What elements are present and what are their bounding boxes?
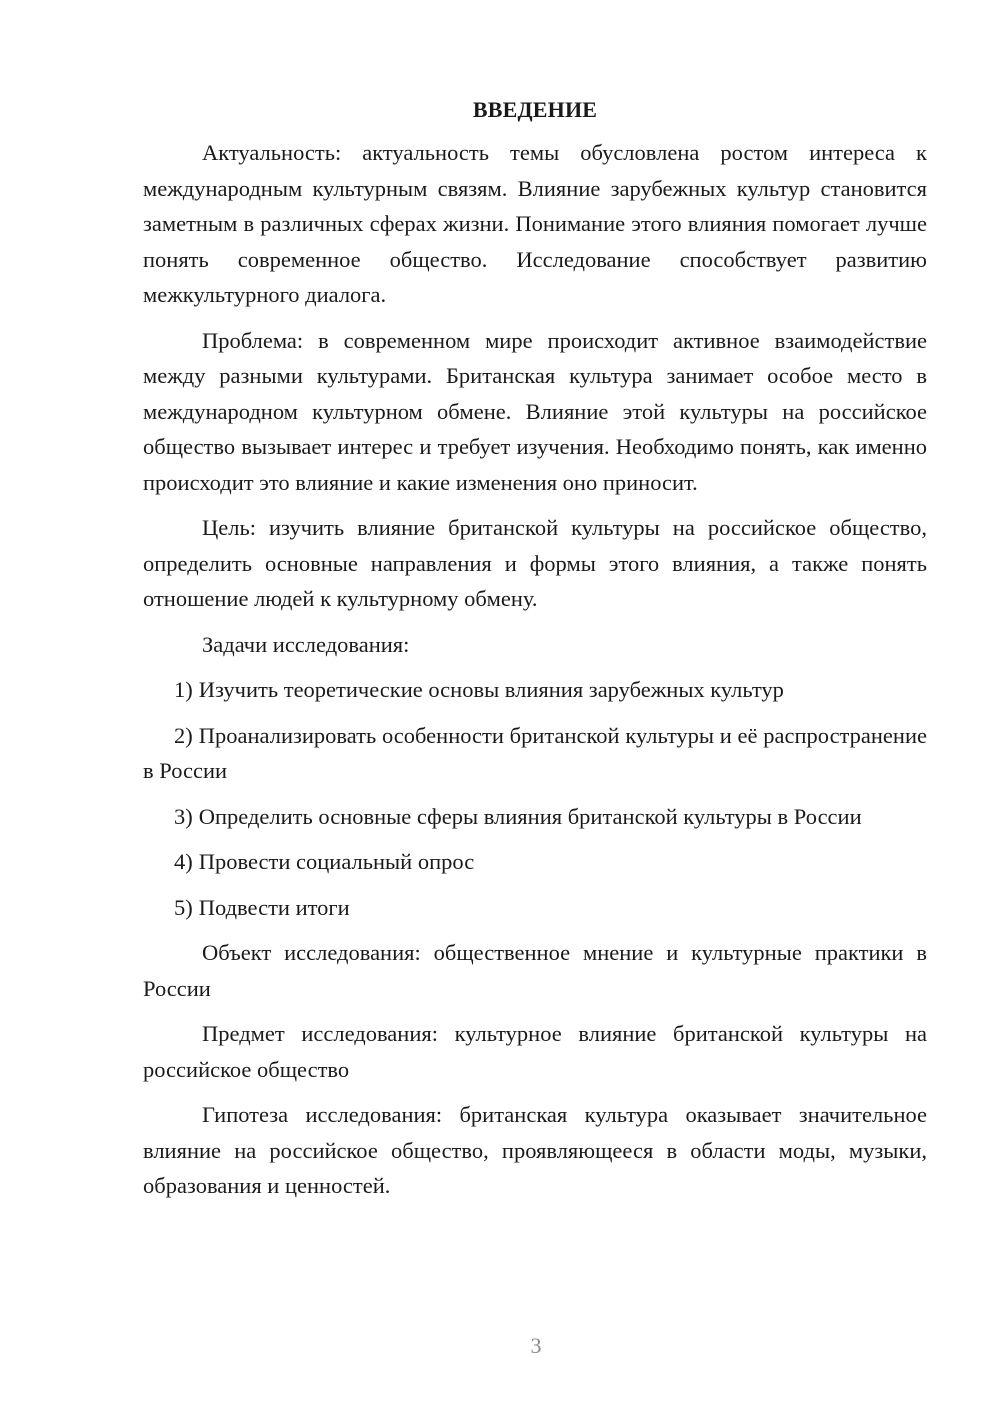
task-item-2 <box>143 718 927 789</box>
task-number: 5) <box>174 894 193 920</box>
task-item-1 <box>143 672 927 708</box>
task-item-4 <box>143 844 927 880</box>
hypothesis-paragraph: Гипотеза исследования: британская культура оказывает значительное влияние на российское общество, проявляющееся в области моды, музыки, образования и ценностей. <box>143 1102 927 1198</box>
tasks-intro: Задачи исследования: <box>202 631 410 657</box>
object-paragraph: Объект исследования: общественное мнение и культурные практики в России <box>143 940 927 1001</box>
task-number: 4) <box>174 849 193 874</box>
subject-paragraph: Предмет исследования: культурное влияние британской культуры на российское общество <box>143 1021 927 1082</box>
task-text: Провести социальный опрос <box>198 849 475 874</box>
task-text: Определить основные сферы влияния британской культуры в России <box>198 803 862 829</box>
task-number: 1) <box>174 677 193 702</box>
task-text: Изучить теоретические основы влияния зарубежных культур <box>198 677 784 702</box>
task-number: 2) <box>174 722 193 748</box>
section-heading: ВВЕДЕНИЕ <box>472 97 598 122</box>
relevance-paragraph: Актуальность: актуальность темы обусловлена ростом интереса к международным культурным связям. Влияние зарубежных культур становится заметным в различных сферах жизни. Понимание этого влияния помогает лучше понять современное общество. Исследование способствует развитию межкультурного диалога. <box>143 140 927 307</box>
page-content <box>143 95 927 1214</box>
page-number: 3 <box>530 1333 542 1358</box>
task-item-5 <box>143 890 927 926</box>
task-text: Подвести итоги <box>198 894 350 920</box>
goal-paragraph: Цель: изучить влияние британской культуры на российское общество, определить основные направления и формы этого влияния, а также понять отношение людей к культурному обмену. <box>143 515 927 611</box>
problem-paragraph: Проблема: в современном мире происходит активное взаимодействие между разными культурами. Британская культура занимает особое место в международном культурном обмене. Влияние этой культуры на российское общество вызывает интерес и требует изучения. Необходимо понять, как именно происходит это влияние и какие изменения оно приносит. <box>143 327 927 495</box>
task-text: Проанализировать особенности британской культуры и её распространение в России <box>143 722 927 783</box>
task-number: 3) <box>174 803 193 829</box>
task-item-3 <box>143 799 927 835</box>
